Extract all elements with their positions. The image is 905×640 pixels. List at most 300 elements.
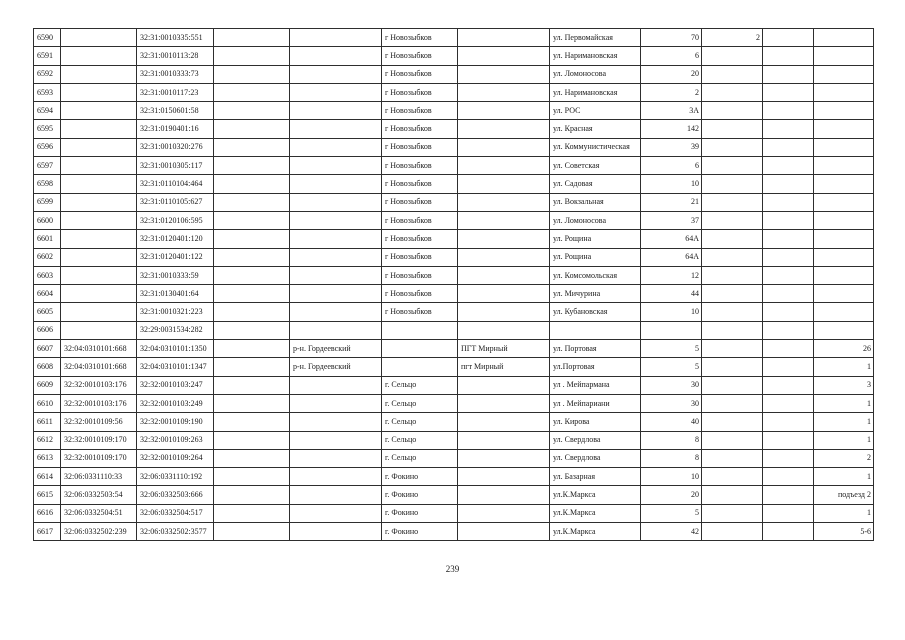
building-cadastral-number-cell: 32:32:0010109:56 bbox=[61, 413, 137, 431]
blank-column-cell bbox=[214, 47, 290, 65]
blank-column-cell bbox=[214, 157, 290, 175]
district-cell: р-н. Гордеевский bbox=[290, 340, 382, 358]
settlement-cell bbox=[458, 285, 550, 303]
building-block-cell bbox=[702, 120, 763, 138]
city-cell: г. Фокино bbox=[382, 468, 458, 486]
building-block-cell bbox=[702, 102, 763, 120]
blank-column-cell bbox=[214, 449, 290, 467]
building-block-cell bbox=[702, 449, 763, 467]
house-number-cell: 2 bbox=[641, 83, 702, 101]
district-cell bbox=[290, 157, 382, 175]
street-cell: ул. РОС bbox=[550, 102, 641, 120]
city-cell: г Новозыбков bbox=[382, 175, 458, 193]
table-row bbox=[34, 431, 874, 449]
row-number-cell: 6613 bbox=[34, 449, 61, 467]
street-cell: ул. Вокзальная bbox=[550, 193, 641, 211]
street-cell: ул.Портовая bbox=[550, 358, 641, 376]
apartment-cell: 3 bbox=[814, 376, 874, 394]
apartment-cell bbox=[814, 211, 874, 229]
table-row bbox=[34, 47, 874, 65]
building-block-cell bbox=[702, 83, 763, 101]
building-block-cell bbox=[702, 394, 763, 412]
premises-cadastral-number-cell: 32:32:0010109:264 bbox=[137, 449, 214, 467]
extra-column-cell bbox=[763, 394, 814, 412]
premises-cadastral-number-cell: 32:31:0120106:595 bbox=[137, 211, 214, 229]
building-cadastral-number-cell bbox=[61, 138, 137, 156]
building-cadastral-number-cell bbox=[61, 175, 137, 193]
extra-column-cell bbox=[763, 486, 814, 504]
premises-cadastral-number-cell: 32:32:0010109:190 bbox=[137, 413, 214, 431]
row-number-cell: 6612 bbox=[34, 431, 61, 449]
district-cell bbox=[290, 504, 382, 522]
page-number: 239 bbox=[445, 564, 460, 574]
premises-cadastral-number-cell: 32:32:0010109:263 bbox=[137, 431, 214, 449]
building-block-cell bbox=[702, 285, 763, 303]
extra-column-cell bbox=[763, 321, 814, 339]
house-number-cell: 20 bbox=[641, 65, 702, 83]
blank-column-cell bbox=[214, 340, 290, 358]
table-body bbox=[34, 29, 874, 541]
apartment-cell: 1 bbox=[814, 468, 874, 486]
premises-cadastral-number-cell: 32:04:0310101:1347 bbox=[137, 358, 214, 376]
building-cadastral-number-cell: 32:06:0332502:239 bbox=[61, 523, 137, 541]
building-cadastral-number-cell bbox=[61, 230, 137, 248]
district-cell bbox=[290, 230, 382, 248]
row-number-cell: 6606 bbox=[34, 321, 61, 339]
district-cell bbox=[290, 193, 382, 211]
settlement-cell bbox=[458, 47, 550, 65]
house-number-cell: 70 bbox=[641, 29, 702, 47]
street-cell: ул.К.Маркса bbox=[550, 504, 641, 522]
premises-cadastral-number-cell: 32:31:0110105:627 bbox=[137, 193, 214, 211]
blank-column-cell bbox=[214, 486, 290, 504]
city-cell: г Новозыбков bbox=[382, 230, 458, 248]
apartment-cell bbox=[814, 47, 874, 65]
house-number-cell: 6 bbox=[641, 47, 702, 65]
settlement-cell bbox=[458, 157, 550, 175]
house-number-cell: 30 bbox=[641, 394, 702, 412]
extra-column-cell bbox=[763, 175, 814, 193]
building-cadastral-number-cell bbox=[61, 157, 137, 175]
blank-column-cell bbox=[214, 468, 290, 486]
apartment-cell: 1 bbox=[814, 413, 874, 431]
street-cell: ул . Мейпариани bbox=[550, 394, 641, 412]
district-cell bbox=[290, 468, 382, 486]
city-cell bbox=[382, 358, 458, 376]
settlement-cell bbox=[458, 266, 550, 284]
table-row bbox=[34, 468, 874, 486]
blank-column-cell bbox=[214, 83, 290, 101]
street-cell: ул.К.Маркса bbox=[550, 523, 641, 541]
row-number-cell: 6602 bbox=[34, 248, 61, 266]
table-row bbox=[34, 340, 874, 358]
building-block-cell bbox=[702, 157, 763, 175]
settlement-cell bbox=[458, 211, 550, 229]
extra-column-cell bbox=[763, 230, 814, 248]
city-cell: г Новозыбков bbox=[382, 193, 458, 211]
building-cadastral-number-cell bbox=[61, 83, 137, 101]
city-cell: г Новозыбков bbox=[382, 102, 458, 120]
premises-cadastral-number-cell: 32:31:0130401:64 bbox=[137, 285, 214, 303]
building-cadastral-number-cell bbox=[61, 47, 137, 65]
extra-column-cell bbox=[763, 47, 814, 65]
street-cell: ул. Свердлова bbox=[550, 431, 641, 449]
settlement-cell bbox=[458, 230, 550, 248]
apartment-cell bbox=[814, 230, 874, 248]
district-cell bbox=[290, 394, 382, 412]
house-number-cell: 40 bbox=[641, 413, 702, 431]
house-number-cell: 8 bbox=[641, 431, 702, 449]
address-registry-table bbox=[33, 28, 874, 541]
apartment-cell bbox=[814, 102, 874, 120]
house-number-cell: 10 bbox=[641, 175, 702, 193]
street-cell: ул. Кубановская bbox=[550, 303, 641, 321]
building-cadastral-number-cell: 32:32:0010109:170 bbox=[61, 431, 137, 449]
row-number-cell: 6592 bbox=[34, 65, 61, 83]
settlement-cell bbox=[458, 413, 550, 431]
district-cell bbox=[290, 321, 382, 339]
building-cadastral-number-cell bbox=[61, 102, 137, 120]
blank-column-cell bbox=[214, 266, 290, 284]
building-cadastral-number-cell: 32:06:0332504:51 bbox=[61, 504, 137, 522]
district-cell bbox=[290, 523, 382, 541]
house-number-cell: 37 bbox=[641, 211, 702, 229]
row-number-cell: 6610 bbox=[34, 394, 61, 412]
street-cell: ул. Комсомольская bbox=[550, 266, 641, 284]
city-cell bbox=[382, 321, 458, 339]
row-number-cell: 6605 bbox=[34, 303, 61, 321]
apartment-cell bbox=[814, 83, 874, 101]
building-block-cell bbox=[702, 47, 763, 65]
building-block-cell bbox=[702, 468, 763, 486]
premises-cadastral-number-cell: 32:31:0110104:464 bbox=[137, 175, 214, 193]
apartment-cell: 2 bbox=[814, 449, 874, 467]
row-number-cell: 6599 bbox=[34, 193, 61, 211]
district-cell bbox=[290, 211, 382, 229]
apartment-cell: 1 bbox=[814, 394, 874, 412]
building-block-cell bbox=[702, 266, 763, 284]
extra-column-cell bbox=[763, 376, 814, 394]
premises-cadastral-number-cell: 32:31:0010113:28 bbox=[137, 47, 214, 65]
settlement-cell bbox=[458, 303, 550, 321]
district-cell bbox=[290, 120, 382, 138]
building-block-cell bbox=[702, 431, 763, 449]
apartment-cell: 5-6 bbox=[814, 523, 874, 541]
city-cell: г Новозыбков bbox=[382, 120, 458, 138]
blank-column-cell bbox=[214, 211, 290, 229]
table-row bbox=[34, 83, 874, 101]
apartment-cell bbox=[814, 285, 874, 303]
row-number-cell: 6598 bbox=[34, 175, 61, 193]
apartment-cell bbox=[814, 193, 874, 211]
settlement-cell bbox=[458, 65, 550, 83]
table-row bbox=[34, 266, 874, 284]
district-cell bbox=[290, 102, 382, 120]
building-cadastral-number-cell: 32:32:0010109:170 bbox=[61, 449, 137, 467]
city-cell: г. Сельцо bbox=[382, 394, 458, 412]
city-cell: г Новозыбков bbox=[382, 211, 458, 229]
row-number-cell: 6616 bbox=[34, 504, 61, 522]
settlement-cell bbox=[458, 449, 550, 467]
house-number-cell: 39 bbox=[641, 138, 702, 156]
table-row bbox=[34, 504, 874, 522]
settlement-cell bbox=[458, 504, 550, 522]
premises-cadastral-number-cell: 32:31:0120401:122 bbox=[137, 248, 214, 266]
blank-column-cell bbox=[214, 413, 290, 431]
table-row bbox=[34, 175, 874, 193]
street-cell: ул. Портовая bbox=[550, 340, 641, 358]
building-cadastral-number-cell bbox=[61, 29, 137, 47]
building-cadastral-number-cell: 32:06:0331110:33 bbox=[61, 468, 137, 486]
settlement-cell bbox=[458, 138, 550, 156]
city-cell: г Новозыбков bbox=[382, 138, 458, 156]
premises-cadastral-number-cell: 32:32:0010103:247 bbox=[137, 376, 214, 394]
settlement-cell bbox=[458, 431, 550, 449]
building-block-cell bbox=[702, 230, 763, 248]
settlement-cell: ПГТ Мирный bbox=[458, 340, 550, 358]
building-cadastral-number-cell: 32:04:0310101:668 bbox=[61, 358, 137, 376]
apartment-cell bbox=[814, 65, 874, 83]
building-block-cell bbox=[702, 340, 763, 358]
house-number-cell: 12 bbox=[641, 266, 702, 284]
settlement-cell bbox=[458, 193, 550, 211]
table-row bbox=[34, 376, 874, 394]
settlement-cell bbox=[458, 376, 550, 394]
city-cell: г. Фокино bbox=[382, 504, 458, 522]
premises-cadastral-number-cell: 32:31:0010320:276 bbox=[137, 138, 214, 156]
blank-column-cell bbox=[214, 394, 290, 412]
house-number-cell: 5 bbox=[641, 504, 702, 522]
extra-column-cell bbox=[763, 211, 814, 229]
apartment-cell bbox=[814, 175, 874, 193]
building-block-cell bbox=[702, 486, 763, 504]
district-cell bbox=[290, 449, 382, 467]
table-row bbox=[34, 321, 874, 339]
city-cell: г Новозыбков bbox=[382, 29, 458, 47]
building-cadastral-number-cell bbox=[61, 285, 137, 303]
row-number-cell: 6597 bbox=[34, 157, 61, 175]
house-number-cell: 21 bbox=[641, 193, 702, 211]
district-cell bbox=[290, 266, 382, 284]
city-cell: г. Сельцо bbox=[382, 449, 458, 467]
district-cell bbox=[290, 303, 382, 321]
row-number-cell: 6603 bbox=[34, 266, 61, 284]
building-block-cell bbox=[702, 211, 763, 229]
settlement-cell bbox=[458, 83, 550, 101]
blank-column-cell bbox=[214, 285, 290, 303]
building-cadastral-number-cell bbox=[61, 65, 137, 83]
apartment-cell: 1 bbox=[814, 431, 874, 449]
apartment-cell bbox=[814, 321, 874, 339]
building-block-cell bbox=[702, 138, 763, 156]
building-cadastral-number-cell: 32:06:0332503:54 bbox=[61, 486, 137, 504]
premises-cadastral-number-cell: 32:31:0150601:58 bbox=[137, 102, 214, 120]
street-cell: ул. Свердлова bbox=[550, 449, 641, 467]
extra-column-cell bbox=[763, 449, 814, 467]
street-cell: ул. Ломоносова bbox=[550, 65, 641, 83]
building-block-cell bbox=[702, 248, 763, 266]
row-number-cell: 6609 bbox=[34, 376, 61, 394]
building-cadastral-number-cell: 32:32:0010103:176 bbox=[61, 376, 137, 394]
house-number-cell: 8 bbox=[641, 449, 702, 467]
building-block-cell bbox=[702, 175, 763, 193]
extra-column-cell bbox=[763, 193, 814, 211]
blank-column-cell bbox=[214, 321, 290, 339]
district-cell bbox=[290, 138, 382, 156]
city-cell: г. Сельцо bbox=[382, 431, 458, 449]
extra-column-cell bbox=[763, 248, 814, 266]
row-number-cell: 6601 bbox=[34, 230, 61, 248]
city-cell: г Новозыбков bbox=[382, 303, 458, 321]
city-cell: г. Сельцо bbox=[382, 413, 458, 431]
table-row bbox=[34, 486, 874, 504]
building-cadastral-number-cell bbox=[61, 193, 137, 211]
extra-column-cell bbox=[763, 504, 814, 522]
blank-column-cell bbox=[214, 29, 290, 47]
blank-column-cell bbox=[214, 504, 290, 522]
blank-column-cell bbox=[214, 65, 290, 83]
blank-column-cell bbox=[214, 193, 290, 211]
row-number-cell: 6615 bbox=[34, 486, 61, 504]
settlement-cell bbox=[458, 175, 550, 193]
blank-column-cell bbox=[214, 230, 290, 248]
apartment-cell bbox=[814, 248, 874, 266]
building-block-cell bbox=[702, 321, 763, 339]
apartment-cell bbox=[814, 29, 874, 47]
district-cell bbox=[290, 376, 382, 394]
blank-column-cell bbox=[214, 376, 290, 394]
premises-cadastral-number-cell: 32:31:0190401:16 bbox=[137, 120, 214, 138]
house-number-cell: 42 bbox=[641, 523, 702, 541]
table-row bbox=[34, 303, 874, 321]
premises-cadastral-number-cell: 32:31:0010117:23 bbox=[137, 83, 214, 101]
house-number-cell: 30 bbox=[641, 376, 702, 394]
house-number-cell: 64А bbox=[641, 248, 702, 266]
building-block-cell bbox=[702, 413, 763, 431]
city-cell: г Новозыбков bbox=[382, 266, 458, 284]
city-cell: г Новозыбков bbox=[382, 47, 458, 65]
district-cell bbox=[290, 431, 382, 449]
apartment-cell bbox=[814, 157, 874, 175]
table-row bbox=[34, 358, 874, 376]
row-number-cell: 6593 bbox=[34, 83, 61, 101]
building-block-cell bbox=[702, 65, 763, 83]
extra-column-cell bbox=[763, 303, 814, 321]
street-cell: ул. Наримановская bbox=[550, 47, 641, 65]
street-cell: ул. Садовая bbox=[550, 175, 641, 193]
city-cell: г. Сельцо bbox=[382, 376, 458, 394]
district-cell bbox=[290, 285, 382, 303]
extra-column-cell bbox=[763, 120, 814, 138]
house-number-cell: 10 bbox=[641, 468, 702, 486]
street-cell: ул. Базарная bbox=[550, 468, 641, 486]
blank-column-cell bbox=[214, 120, 290, 138]
blank-column-cell bbox=[214, 358, 290, 376]
house-number-cell: 5 bbox=[641, 358, 702, 376]
house-number-cell: 142 bbox=[641, 120, 702, 138]
settlement-cell: пгт Мирный bbox=[458, 358, 550, 376]
district-cell bbox=[290, 175, 382, 193]
extra-column-cell bbox=[763, 340, 814, 358]
building-block-cell bbox=[702, 193, 763, 211]
premises-cadastral-number-cell: 32:06:0332503:666 bbox=[137, 486, 214, 504]
district-cell bbox=[290, 413, 382, 431]
table-row bbox=[34, 157, 874, 175]
street-cell: ул.К.Маркса bbox=[550, 486, 641, 504]
table-row bbox=[34, 230, 874, 248]
apartment-cell bbox=[814, 303, 874, 321]
district-cell bbox=[290, 486, 382, 504]
premises-cadastral-number-cell: 32:31:0010335:551 bbox=[137, 29, 214, 47]
apartment-cell: 26 bbox=[814, 340, 874, 358]
extra-column-cell bbox=[763, 431, 814, 449]
apartment-cell bbox=[814, 120, 874, 138]
blank-column-cell bbox=[214, 102, 290, 120]
street-cell: ул. Коммунистическая bbox=[550, 138, 641, 156]
table-row bbox=[34, 248, 874, 266]
table-row bbox=[34, 285, 874, 303]
extra-column-cell bbox=[763, 523, 814, 541]
table-row bbox=[34, 394, 874, 412]
extra-column-cell bbox=[763, 285, 814, 303]
table-row bbox=[34, 449, 874, 467]
settlement-cell bbox=[458, 486, 550, 504]
blank-column-cell bbox=[214, 138, 290, 156]
house-number-cell: 6 bbox=[641, 157, 702, 175]
city-cell bbox=[382, 340, 458, 358]
extra-column-cell bbox=[763, 358, 814, 376]
row-number-cell: 6590 bbox=[34, 29, 61, 47]
extra-column-cell bbox=[763, 157, 814, 175]
settlement-cell bbox=[458, 321, 550, 339]
row-number-cell: 6591 bbox=[34, 47, 61, 65]
extra-column-cell bbox=[763, 83, 814, 101]
city-cell: г Новозыбков bbox=[382, 248, 458, 266]
street-cell: ул. Ломоносова bbox=[550, 211, 641, 229]
district-cell: р-н. Гордеевский bbox=[290, 358, 382, 376]
settlement-cell bbox=[458, 102, 550, 120]
district-cell bbox=[290, 65, 382, 83]
street-cell: ул. Мичурина bbox=[550, 285, 641, 303]
city-cell: г. Фокино bbox=[382, 486, 458, 504]
premises-cadastral-number-cell: 32:31:0010305:117 bbox=[137, 157, 214, 175]
district-cell bbox=[290, 47, 382, 65]
street-cell: ул. Красная bbox=[550, 120, 641, 138]
settlement-cell bbox=[458, 468, 550, 486]
district-cell bbox=[290, 83, 382, 101]
street-cell: ул. Советская bbox=[550, 157, 641, 175]
settlement-cell bbox=[458, 523, 550, 541]
extra-column-cell bbox=[763, 138, 814, 156]
street-cell: ул. Рощина bbox=[550, 230, 641, 248]
apartment-cell: 1 bbox=[814, 504, 874, 522]
apartment-cell: 1 bbox=[814, 358, 874, 376]
premises-cadastral-number-cell: 32:31:0010333:59 bbox=[137, 266, 214, 284]
house-number-cell: 44 bbox=[641, 285, 702, 303]
extra-column-cell bbox=[763, 413, 814, 431]
house-number-cell: 64А bbox=[641, 230, 702, 248]
city-cell: г Новозыбков bbox=[382, 65, 458, 83]
building-cadastral-number-cell: 32:04:0310101:668 bbox=[61, 340, 137, 358]
blank-column-cell bbox=[214, 248, 290, 266]
premises-cadastral-number-cell: 32:31:0010321:223 bbox=[137, 303, 214, 321]
street-cell: ул. Рощина bbox=[550, 248, 641, 266]
extra-column-cell bbox=[763, 29, 814, 47]
premises-cadastral-number-cell: 32:31:0010333:73 bbox=[137, 65, 214, 83]
city-cell: г Новозыбков bbox=[382, 83, 458, 101]
street-cell: ул. Первомайская bbox=[550, 29, 641, 47]
table-row bbox=[34, 211, 874, 229]
